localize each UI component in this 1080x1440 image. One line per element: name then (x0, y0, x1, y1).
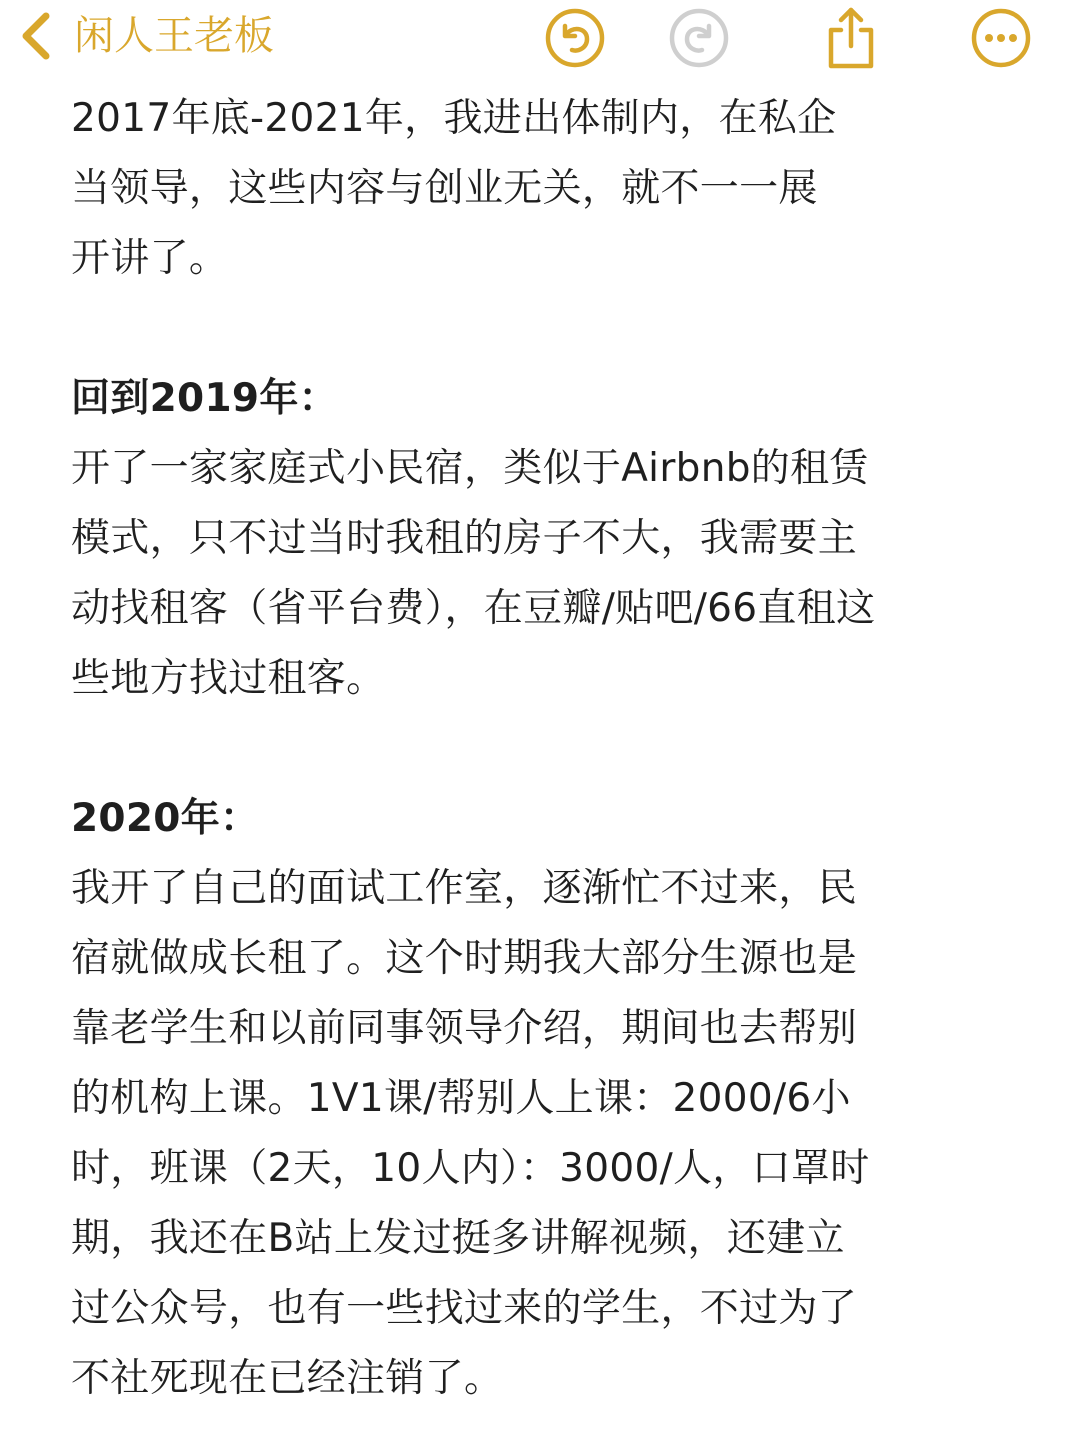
section-heading-2020: 2020年： (71, 796, 260, 841)
chevron-left-icon (18, 10, 54, 62)
redo-button[interactable] (667, 6, 731, 70)
back-label: 闲人王老板 (74, 13, 274, 59)
more-icon (969, 6, 1033, 70)
share-icon (819, 6, 883, 70)
note-line: 的机构上课。1V1课/帮别人上课：2000/6小 (71, 1076, 851, 1121)
note-line: 开了一家家庭式小民宿，类似于Airbnb的租赁 (71, 446, 869, 491)
blank-line (71, 714, 1031, 784)
note-line: 宿就做成长租了。这个时期我大部分生源也是 (71, 936, 858, 981)
section-heading-2019: 回到2019年： (71, 376, 338, 421)
more-button[interactable] (969, 6, 1033, 70)
note-body[interactable] (71, 84, 1031, 1414)
note-line: 时，班课（2天，10人内）：3000/人，口罩时 (71, 1146, 870, 1191)
note-line: 2017年底-2021年，我进出体制内，在私企 (71, 96, 837, 141)
note-line: 些地方找过租客。 (71, 656, 386, 701)
note-line: 当领导，这些内容与创业无关，就不一一展 (71, 166, 818, 211)
blank-line (71, 294, 1031, 364)
note-line: 我开了自己的面试工作室，逐渐忙不过来，民 (71, 866, 858, 911)
note-line: 靠老学生和以前同事领导介绍，期间也去帮别 (71, 1006, 858, 1051)
note-line: 动找租客（省平台费），在豆瓣/贴吧/66直租这 (71, 586, 876, 631)
note-line: 期，我还在B站上发过挺多讲解视频，还建立 (71, 1216, 845, 1261)
share-button[interactable] (819, 6, 883, 70)
navigation-bar (0, 0, 1080, 76)
back-button[interactable] (18, 6, 274, 66)
redo-icon (667, 6, 731, 70)
undo-icon (543, 6, 607, 70)
note-line: 模式，只不过当时我租的房子不大，我需要主 (71, 516, 858, 561)
undo-button[interactable] (543, 6, 607, 70)
note-line: 开讲了。 (71, 236, 229, 281)
note-line: 过公众号，也有一些找过来的学生，不过为了 (71, 1286, 858, 1331)
note-line: 不社死现在已经注销了。 (71, 1356, 504, 1401)
